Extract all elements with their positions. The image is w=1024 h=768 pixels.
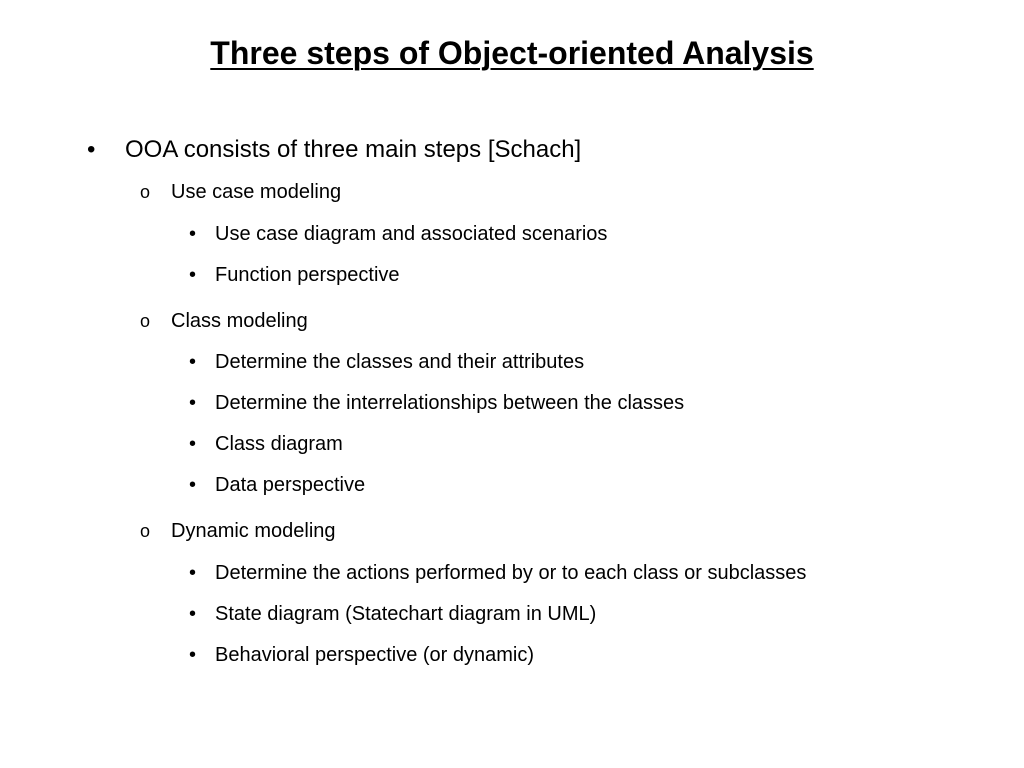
bullet-icon: • — [189, 474, 197, 496]
list-item-text: State diagram (Statechart diagram in UML) — [215, 603, 597, 625]
main-bullet-text: OOA consists of three main steps [Schach] — [125, 136, 582, 163]
list-item-text: Determine the actions performed by or to each class or subclasses — [215, 562, 807, 584]
list-item-text: Data perspective — [215, 474, 366, 496]
step-label: Dynamic modeling — [171, 520, 336, 542]
circle-bullet-icon: o — [140, 311, 151, 331]
list-item-text: Use case diagram and associated scenarios — [215, 223, 608, 245]
bullet-icon: • — [87, 136, 96, 163]
slide-title: Three steps of Object-oriented Analysis — [210, 35, 814, 71]
list-item-text: Determine the interrelationships between the classes — [215, 392, 685, 414]
circle-bullet-icon: o — [140, 182, 151, 202]
bullet-icon: • — [189, 644, 197, 666]
list-item-text: Behavioral perspective (or dynamic) — [215, 644, 535, 666]
bullet-icon: • — [189, 433, 197, 455]
bullet-icon: • — [189, 351, 197, 373]
step-label: Class modeling — [171, 310, 308, 332]
circle-bullet-icon: o — [140, 521, 151, 541]
bullet-icon: • — [189, 392, 197, 414]
step-label: Use case modeling — [171, 181, 342, 203]
list-item-text: Class diagram — [215, 433, 343, 455]
bullet-icon: • — [189, 562, 197, 584]
list-item-text: Function perspective — [215, 264, 400, 286]
bullet-icon: • — [189, 223, 197, 245]
bullet-icon: • — [189, 603, 197, 625]
list-item-text: Determine the classes and their attributes — [215, 351, 585, 373]
bullet-icon: • — [189, 264, 197, 286]
